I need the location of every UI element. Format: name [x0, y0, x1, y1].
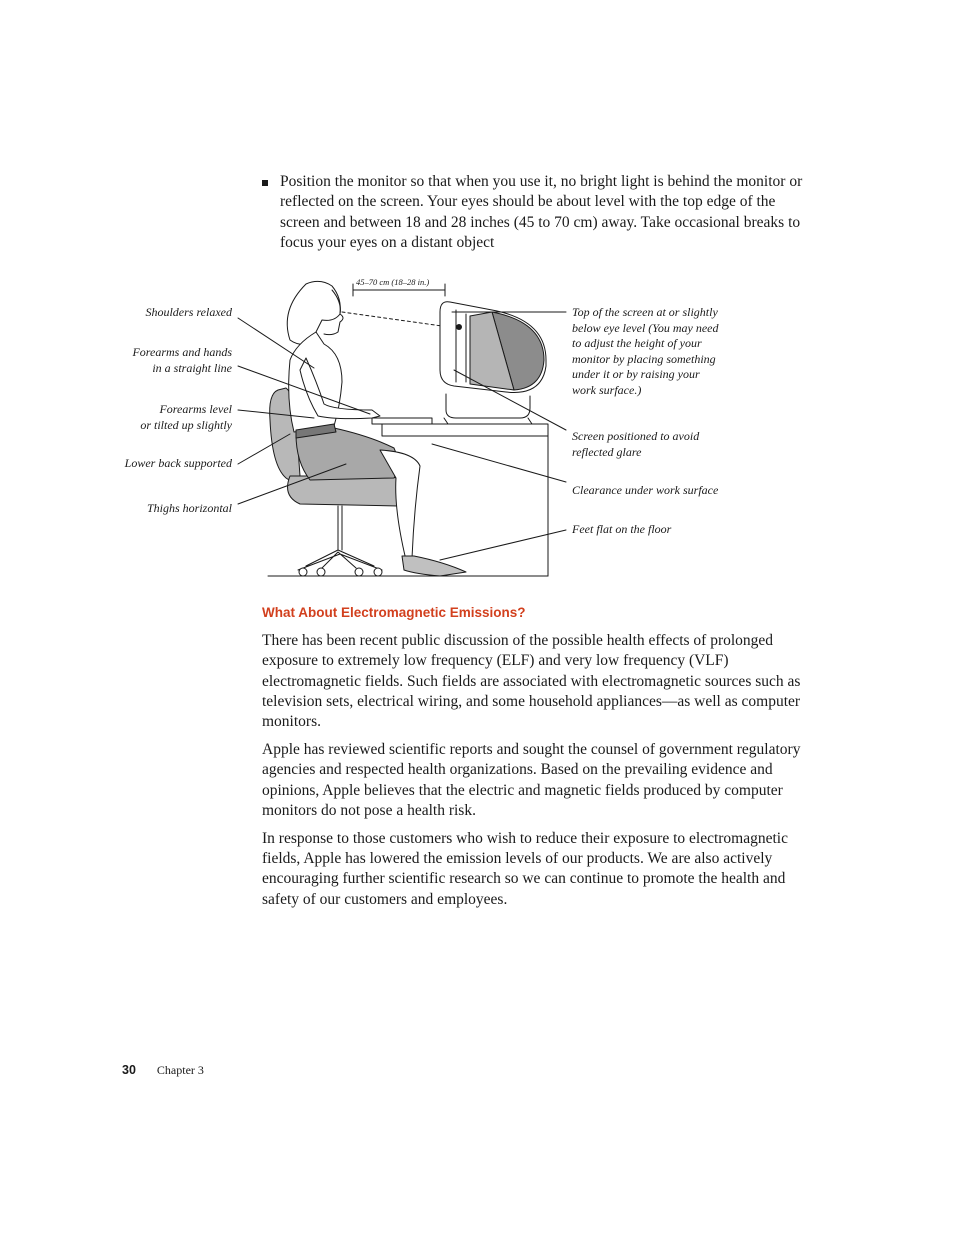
label-shoulders-relaxed: Shoulders relaxed [145, 305, 232, 319]
bullet-item [262, 172, 807, 253]
label-top-of-screen: Top of the screen at or slightly below eye level (You may need to adjust the height of your monitor by placing something under it or by raising your work surface.) [572, 305, 719, 397]
page-footer [122, 1063, 204, 1078]
label-forearms-level: Forearms level or tilted up slightly [140, 402, 232, 432]
body-paragraph: Apple has reviewed scientific reports and sought the counsel of government regulatory agencies and respected health organizations. Based on the prevailing evidence and opinions, Apple believes that the electric and magnetic fields produced by computer monitors do not pose a health risk. [262, 740, 801, 819]
keyboard [372, 418, 432, 424]
body-paragraph: In response to those customers who wish to reduce their exposure to electromagnetic fields, Apple has lowered the emission levels of our products. We are also actively encouraging further scientific research so we can continue to promote the health and safety of our customers and employees. [262, 829, 788, 908]
label-clearance: Clearance under work surface [572, 483, 719, 497]
body-paragraph: There has been recent public discussion of the possible health effects of prolonged exposure to extremely low frequency (ELF) and very low frequency (VLF) electromagnetic fields. Such fields are associated with electromagnetic sources such as television sets, electrical wiring, and some household appliances—as well as computer monitors. [262, 632, 801, 731]
sight-line [342, 312, 442, 326]
section-body [262, 631, 807, 917]
section-heading: What About Electromagnetic Emissions? [262, 605, 526, 620]
bullet-square-icon [262, 180, 268, 186]
label-lower-back: Lower back supported [124, 456, 232, 470]
label-feet-flat: Feet flat on the floor [572, 522, 672, 536]
ergonomics-figure [110, 270, 750, 590]
chapter-label: Chapter 3 [156, 1063, 204, 1077]
page-number: 30 [122, 1063, 136, 1077]
distance-label: 45–70 cm (18–28 in.) [356, 277, 430, 287]
label-thighs-horizontal: Thighs horizontal [146, 501, 232, 515]
label-screen-glare: Screen positioned to avoid reflected glare [572, 429, 700, 459]
label-forearms-hands: Forearms and hands in a straight line [132, 345, 232, 375]
monitor [440, 302, 546, 424]
bullet-text: Position the monitor so that when you use it, no bright light is behind the monitor or reflected on the screen. Your eyes should be about level with the top edge of the screen and between 18 and 28 inches (45 to 70 cm) away. Take occasional breaks to focus your eyes on a distant object [280, 173, 803, 251]
